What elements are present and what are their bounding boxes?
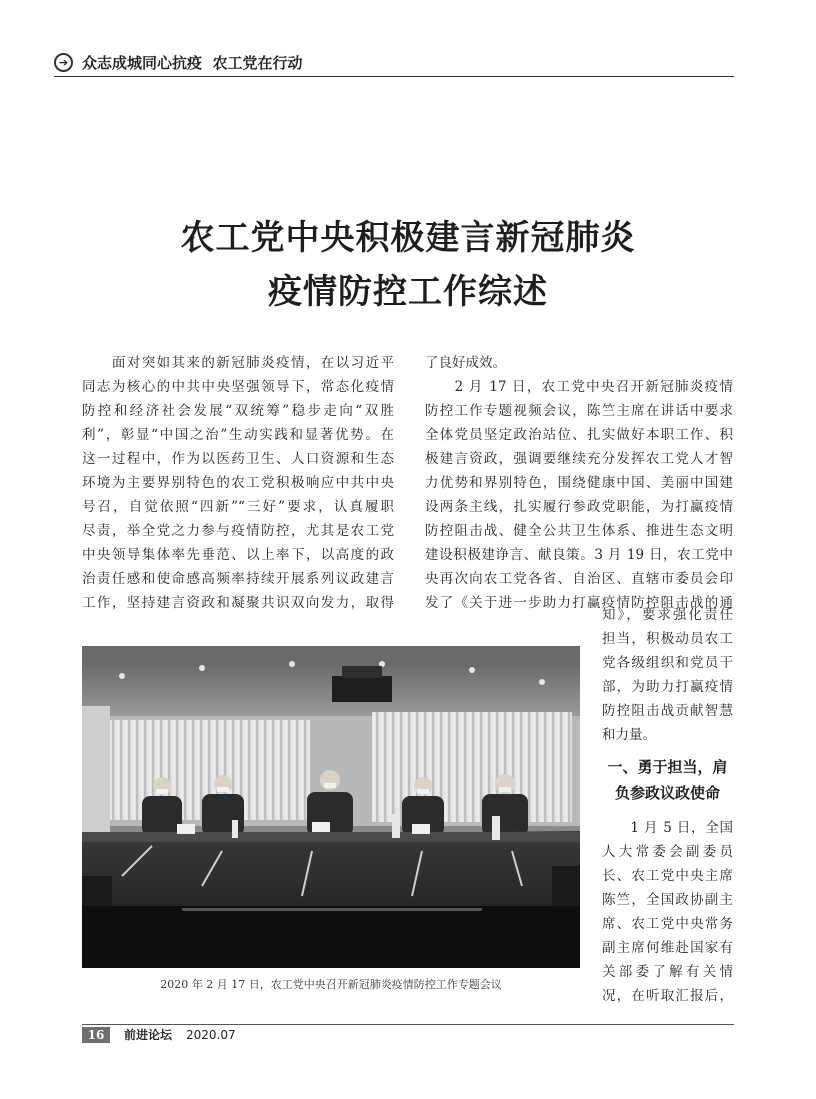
meeting-photo-illustration (82, 646, 580, 968)
text-line: 关部委了解有关情 (602, 964, 733, 980)
meeting-photo (82, 646, 580, 968)
text-line: 中央领导集体率先垂范、以上率下，以高度的政 (82, 547, 394, 563)
journal-name: 前进论坛 (124, 1028, 173, 1042)
text-line: 况，在听取汇报后， (602, 988, 733, 1004)
arrow-circle-icon: ➔ (54, 53, 73, 72)
text-line: 担当，积极动员农工 (602, 631, 733, 647)
text-line: 和力量。 (602, 727, 656, 743)
text-line: 了良好成效。 (425, 355, 506, 371)
text-line: 全体党员坚定政治站位、扎实做好本职工作、积 (425, 427, 733, 443)
text-line: 央再次向农工党各省、自治区、直辖市委员会印 (425, 571, 733, 587)
text-line: 力优势和界别特色，围绕健康中国、美丽中国建 (425, 475, 733, 491)
text-line: 设两条主线，扎实履行参政党职能，为打赢疫情 (425, 499, 733, 515)
text-line: 同志为核心的中共中央坚强领导下，常态化疫情 (82, 379, 394, 395)
article-title-line-2: 疫情防控工作综述 (268, 272, 548, 312)
section-heading-line-1: 一、勇于担当，肩 (607, 758, 728, 776)
text-line: 部，为助力打赢疫情 (602, 679, 733, 695)
text-line: 面对突如其来的新冠肺炎疫情，在以习近平 (82, 355, 394, 371)
text-line: 2 月 17 日，农工党中央召开新冠肺炎疫情 (425, 379, 733, 395)
running-header (54, 52, 734, 76)
text-line: 防控阻击战贡献智慧 (602, 703, 733, 719)
text-line: 防控阻击战、健全公共卫生体系、推进生态文明 (425, 523, 733, 539)
article-title-line-1: 农工党中央积极建言新冠肺炎 (180, 218, 636, 258)
text-line: 防控和经济社会发展“双统筹”稳步走向“双胜 (82, 403, 394, 419)
text-line: 环境为主要界别特色的农工党积极响应中共中央 (82, 475, 394, 491)
text-line: 这一过程中，作为以医药卫生、人口资源和生态 (82, 451, 394, 467)
left-text-column (82, 351, 394, 615)
right-narrow-column (602, 603, 733, 747)
text-line: 1 月 5 日，全国 (602, 820, 733, 836)
header-divider (54, 76, 734, 77)
text-line: 尽责，举全党之力参与疫情防控，尤其是农工党 (82, 523, 394, 539)
header-title: 众志成城同心抗疫 农工党在行动 (82, 54, 303, 72)
text-line: 副主席何维赴国家有 (602, 940, 733, 956)
footer-divider (82, 1024, 734, 1025)
photo-caption: 2020 年 2 月 17 日，农工党中央召开新冠肺炎疫情防控工作专题会议 (160, 978, 502, 991)
text-line: 人大常委会副委员 (602, 844, 733, 860)
right-text-column (425, 351, 733, 615)
text-line: 党各级组织和党员干 (602, 655, 733, 671)
text-line: 建设积极建诤言、献良策。3 月 19 日，农工党中 (425, 547, 733, 563)
text-line: 极建言资政，强调要继续充分发挥农工党人才智 (425, 451, 733, 467)
text-line: 利”，彰显“中国之治”生动实践和显著优势。在 (82, 427, 394, 443)
text-line: 陈竺，全国政协副主 (602, 892, 733, 908)
text-line: 工作，坚持建言资政和凝聚共识双向发力，取得 (82, 595, 394, 611)
text-line: 治责任感和使命感高频率持续开展系列议政建言 (82, 571, 394, 587)
page-number: 16 (82, 1027, 110, 1043)
section-heading-line-2: 负参政议政使命 (614, 784, 720, 802)
text-line: 发了《关于进一步助力打赢疫情防控阻击战的通 (425, 595, 733, 611)
text-line: 席、农工党中央常务 (602, 916, 733, 932)
text-line: 知》，要求强化责任 (602, 607, 733, 623)
issue-number: 2020.07 (186, 1028, 236, 1042)
text-line: 防控工作专题视频会议，陈竺主席在讲话中要求 (425, 403, 733, 419)
section-heading (602, 754, 733, 806)
section-body-column (602, 816, 733, 1008)
text-line: 长、农工党中央主席 (602, 868, 733, 884)
text-line: 号召，自觉依照“四新”“三好”要求，认真履职 (82, 499, 394, 515)
